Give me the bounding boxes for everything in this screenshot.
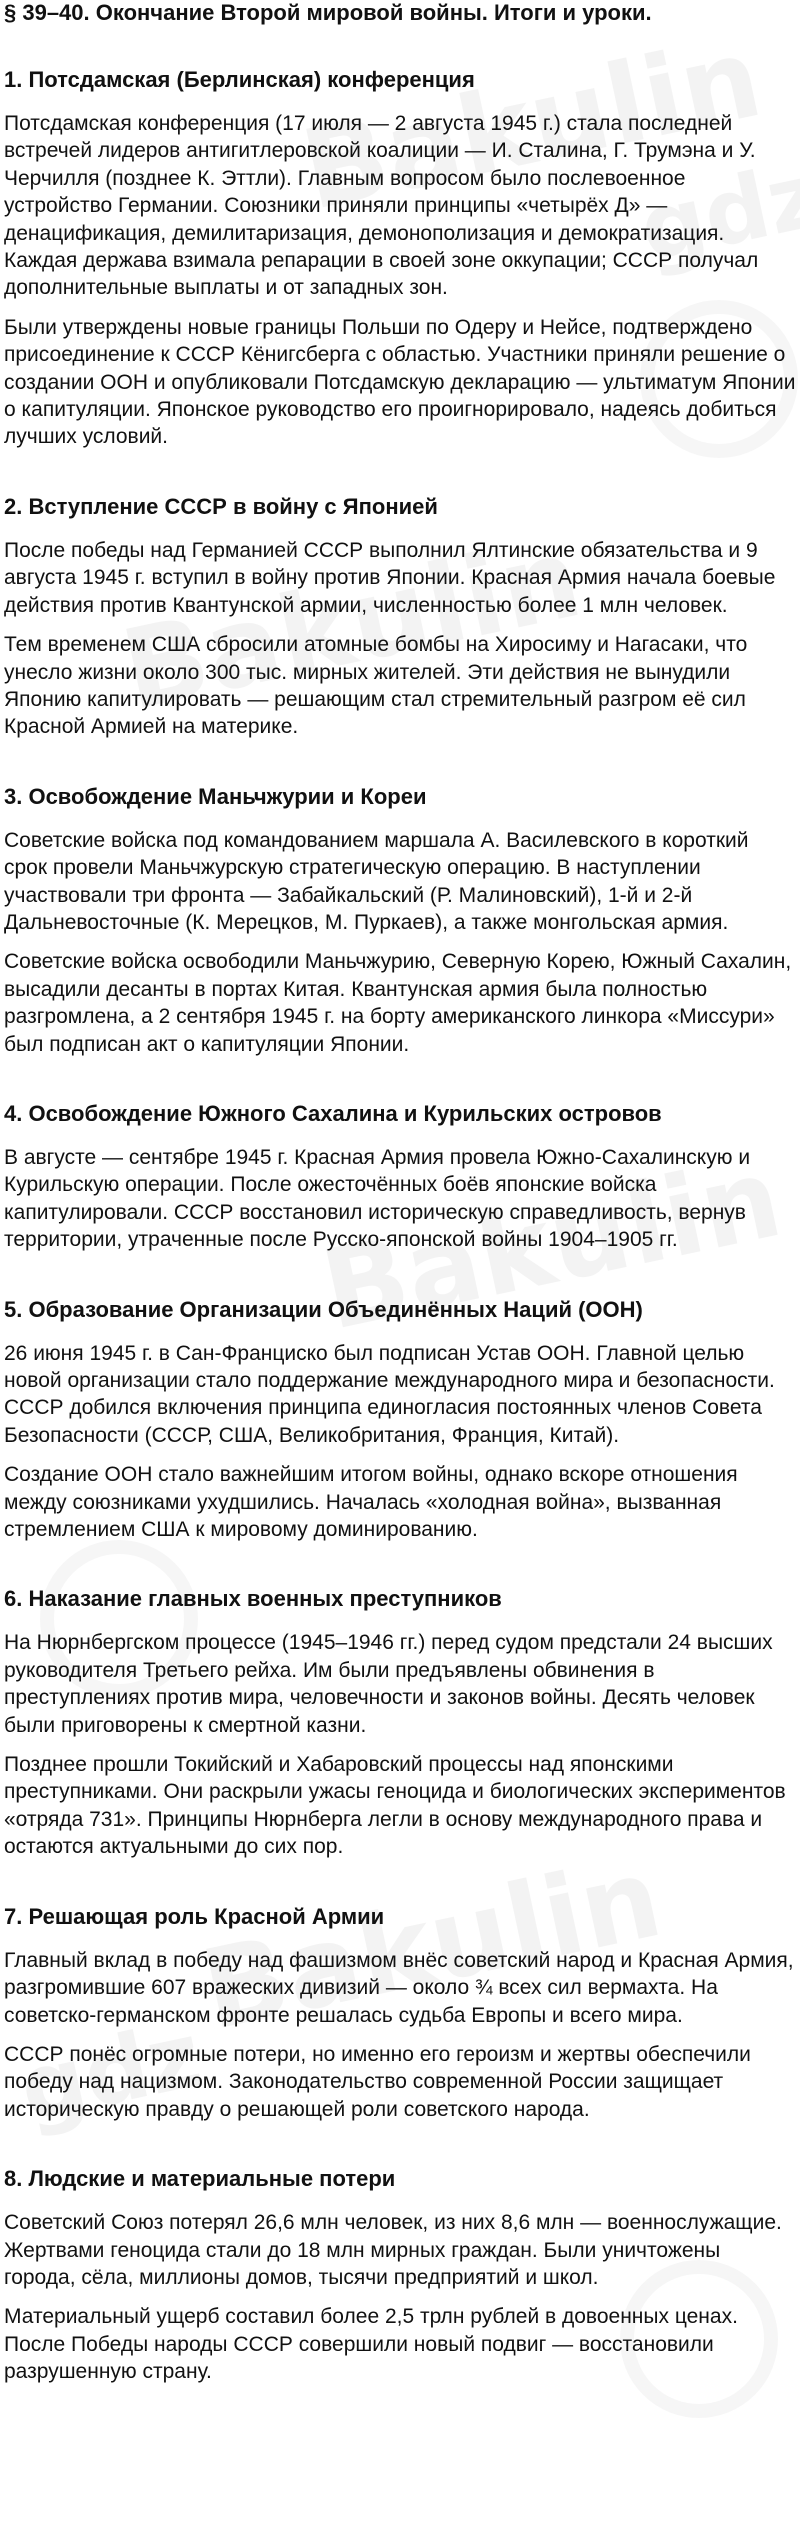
paragraph: После победы над Германией СССР выполнил Ялтинские обязательства и 9 августа 1945 г. вступил в войну против Японии. Красная Армия начала боевые действия против Квантунской армии, численностью более 1 млн человек. (4, 538, 776, 617)
section-heading: 6. Наказание главных военных преступников (4, 1586, 502, 1612)
section-losses (4, 2165, 796, 2385)
section-war-criminals (4, 1585, 796, 1860)
paragraph: 26 июня 1945 г. в Сан-Франциско был подписан Устав ООН. Главной целью новой организации стало поддержание международного мира и безопасности. СССР добился включения принципа единогласия постоянных членов Совета Безопасности (СССР, США, Великобритания, Франция, Китай). (4, 1341, 775, 1447)
paragraph: Главный вклад в победу над фашизмом внёс советский народ и Красная Армия, разгромившие 607 вражеских дивизий — около ¾ всех сил вермахта. На советско-германском фронте решалась судьба Европы и всего мира. (4, 1948, 794, 2027)
section-heading: 1. Потсдамская (Берлинская) конференция (4, 67, 475, 92)
section-heading: 8. Людские и материальные потери (4, 2166, 396, 2192)
paragraph: Материальный ущерб составил более 2,5 трлн рублей в довоенных ценах. После Победы народы СССР совершили новый подвиг — восстановили разрушенную страну. (4, 2305, 738, 2384)
section-red-army-role (4, 1903, 796, 2123)
paragraph: Создание ООН стало важнейшим итогом войны, однако вскоре отношения между союзниками ухудшились. Началась «холодная война», вызванная стремлением США к мировому доминированию. (4, 1463, 738, 1542)
paragraph: На Нюрнбергском процессе (1945–1946 гг.) перед судом предстали 24 высших руководителя Третьего рейха. Им были предъявлены обвинения в преступлениях против мира, человечности и законов войны. Десять человек были приговорены к смертной казни. (4, 1631, 773, 1737)
section-heading: 4. Освобождение Южного Сахалина и Курильских островов (4, 1100, 662, 1126)
paragraph: Советский Союз потерял 26,6 млн человек, из них 8,6 млн — военнослужащие. Жертвами геноцида стали до 18 млн мирных граждан. Были уничтожены города, сёла, миллионы домов, тысячи предприятий и школ. (4, 2211, 782, 2289)
paragraph: Потсдамская конференция (17 июля — 2 августа 1945 г.) стала последней встречей лидеров антигитлеровской коалиции — И. Сталина, Г. Трумэна и У. Черчилля (позднее К. Эттли). Главным вопросом было послевоенное устройство Германии. Союзники приняли принципы «четырёх Д» — денацификация, демилитаризация, демонополизация и демократизация. Каждая держава взимала репарации в своей зоне оккупации; СССР получал дополнительные выплаты и от западных зон. (4, 112, 759, 300)
section-heading: 7. Решающая роль Красной Армии (4, 1903, 385, 1929)
section-ussr-war-with-japan (4, 493, 796, 741)
paragraph: Советские войска освободили Маньчжурию, Северную Корею, Южный Сахалин, высадили десанты в портах Китая. Квантунская армия была полностью разгромлена, а 2 сентября 1945 г. на борту американского линкора «Миссури» был подписан акт о капитуляции Японии. (4, 950, 792, 1056)
section-un-formation (4, 1296, 796, 1544)
paragraph: Тем временем США сбросили атомные бомбы на Хиросиму и Нагасаки, что унесло жизни около 300 тыс. мирных жителей. Эти действия не вынудили Японию капитулировать — решающим стал стремительный разгром её сил Красной Армией на материке. (4, 633, 748, 739)
paragraph: СССР понёс огромные потери, но именно его героизм и жертвы обеспечили победу над нацизмом. Законодательство современной России защищает историческую правду о решающей роли советского народа. (4, 2042, 751, 2121)
paragraph: Были утверждены новые границы Польши по Одеру и Нейсе, подтверждено присоединение к СССР Кёнигсберга с областью. Участники приняли решение о создании ООН и опубликовали Потсдамскую декларацию — ультиматум Японии о капитуляции. Японское руководство его проигнорировало, надеясь добиться лучших условий. (4, 315, 796, 449)
section-sakhalin-kurils (4, 1100, 796, 1254)
page-title: § 39–40. Окончание Второй мировой войны. Итоги и уроки. (4, 0, 652, 25)
section-heading: 5. Образование Организации Объединённых Наций (ООН) (4, 1296, 643, 1322)
paragraph: Позднее прошли Токийский и Хабаровский процессы над японскими преступниками. Они раскрыли ужасы геноцида и биологических экспериментов «отряда 731». Принципы Нюрнберга легли в основу международного права и остаются актуальными до сих пор. (4, 1753, 786, 1859)
section-heading: 2. Вступление СССР в войну с Японией (4, 493, 438, 519)
paragraph: Советские войска под командованием маршала А. Василевского в короткий срок провели Маньчжурскую стратегическую операцию. В наступлении участвовали три фронта — Забайкальский (Р. Малиновский), 1-й и 2-й Дальневосточные (К. Мерецков, М. Пуркаев), а также монгольская армия. (4, 828, 749, 934)
section-potsdam-conference (4, 66, 796, 451)
paragraph: В августе — сентябре 1945 г. Красная Армия провела Южно-Сахалинскую и Курильскую операции. После ожесточённых боёв японские войска капитулировали. СССР восстановил историческую справедливость, вернув территории, утраченные после Русско-японской войны 1904–1905 гг. (4, 1145, 751, 1252)
section-heading: 3. Освобождение Маньчжурии и Кореи (4, 783, 427, 809)
section-manchuria-korea (4, 783, 796, 1058)
